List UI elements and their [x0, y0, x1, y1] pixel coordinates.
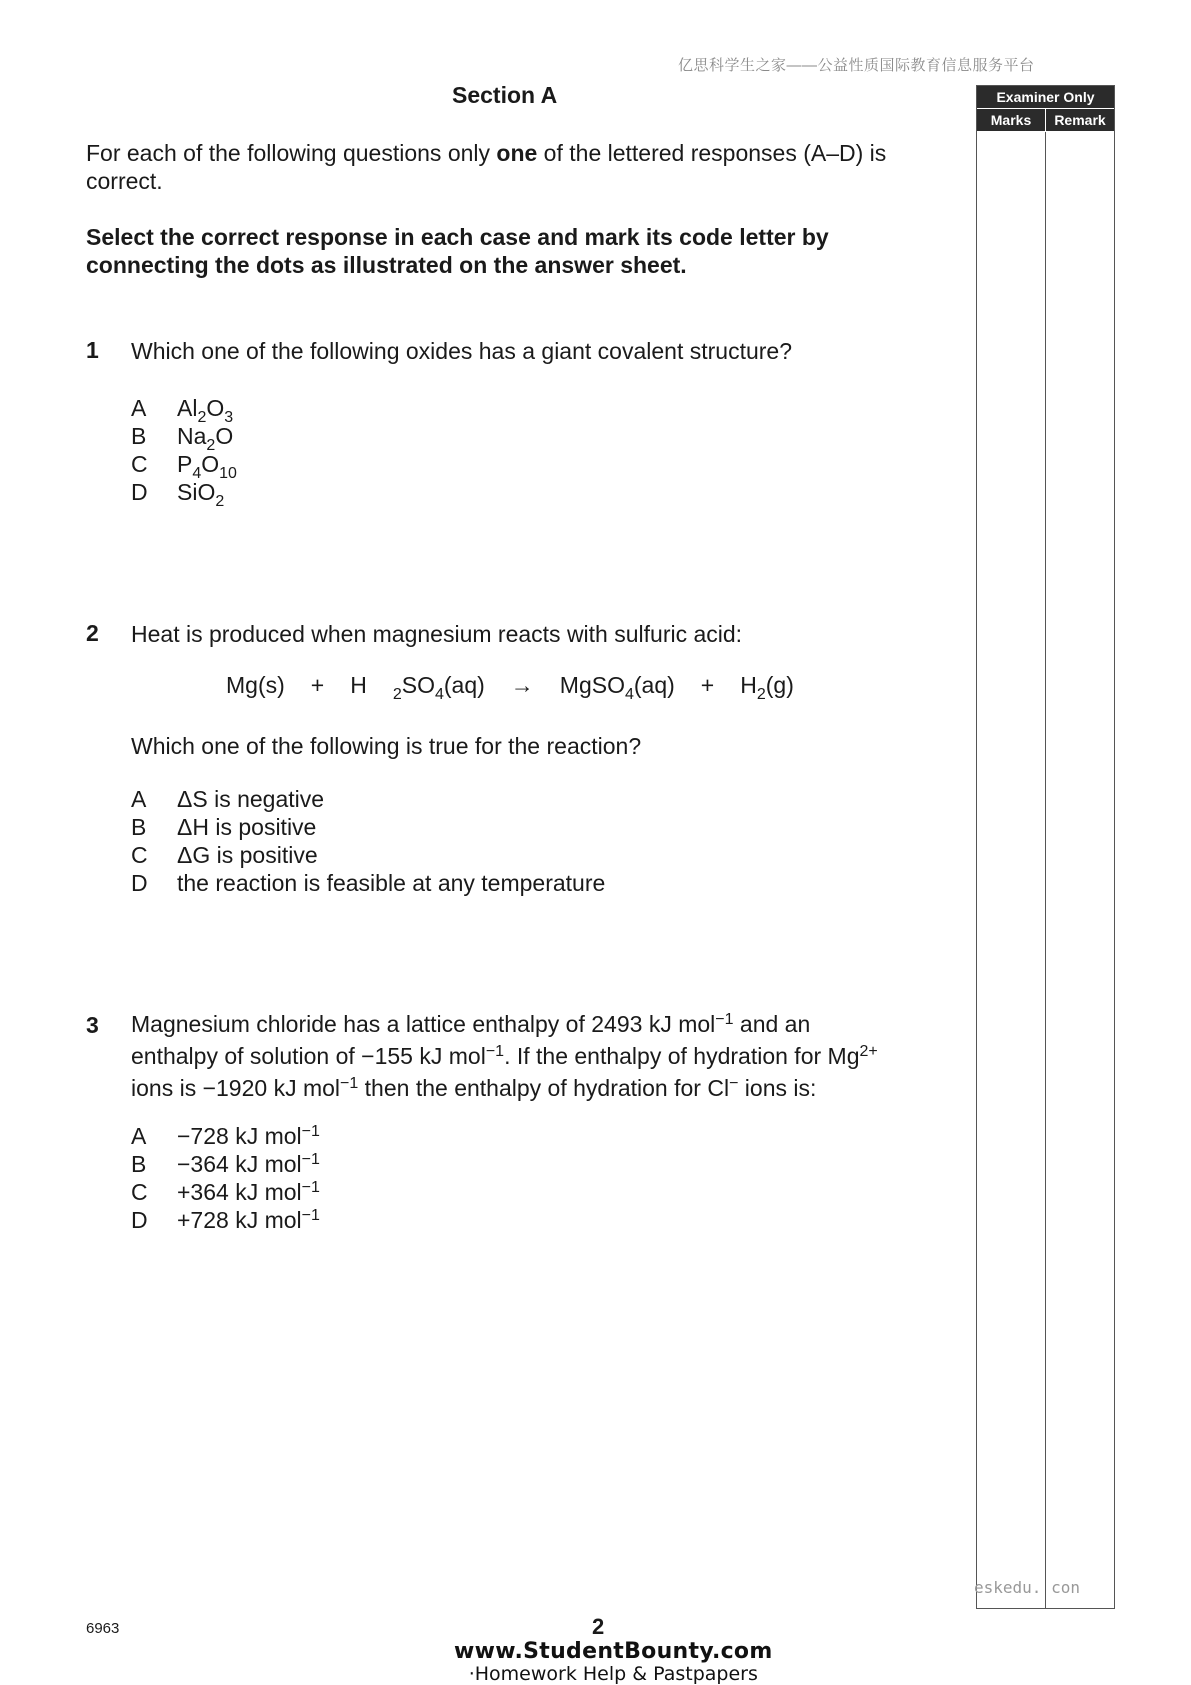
options-q3	[131, 1123, 320, 1235]
option-letter: C	[131, 451, 148, 477]
option	[131, 423, 237, 454]
intro-text	[86, 139, 926, 195]
option	[131, 1123, 320, 1151]
intro-bold: one	[496, 140, 538, 166]
studentbounty-logo	[454, 1640, 773, 1684]
eskedu-watermark: eskedu. con	[974, 1578, 1080, 1597]
chemical-equation	[226, 672, 820, 704]
eq-product-1: MgSO$_4$(aq)	[559, 672, 675, 703]
option	[131, 1151, 320, 1179]
intro-pre: For each of the following questions only	[86, 140, 497, 166]
option-letter: C	[131, 842, 148, 868]
header-watermark: 亿思科学生之家——公益性质国际教育信息服务平台	[678, 57, 1035, 74]
option-letter: B	[131, 1151, 147, 1177]
option-formula: $Al_2O_3$	[177, 395, 234, 426]
option	[131, 451, 237, 482]
options-q1	[131, 395, 237, 510]
option-value: −364 kJ mol$^{-1}$	[177, 1151, 320, 1177]
option	[131, 479, 237, 510]
option	[131, 1179, 320, 1207]
option-text: ΔS is negative	[177, 786, 325, 812]
question-number-3: 3	[86, 1012, 99, 1038]
option	[131, 814, 605, 842]
section-title: Section A	[452, 82, 558, 108]
option-formula: SiO$_2$	[177, 479, 225, 510]
option-value: −728 kJ mol$^{-1}$	[177, 1123, 320, 1149]
option-letter: A	[131, 395, 147, 421]
option	[131, 395, 237, 426]
option-formula: $P_4O_{10}$	[177, 451, 237, 482]
options-q2	[131, 786, 605, 898]
question-text-2: Heat is produced when magnesium reacts with sulfuric acid:	[131, 621, 743, 647]
question-text-3	[131, 1006, 941, 1102]
marks-header: Marks	[977, 109, 1046, 131]
instruction-text: Select the correct response in each case and mark its code letter by connecting the dots as illustrated on the answer sheet.	[86, 224, 829, 278]
eq-plus: +	[700, 672, 715, 698]
paper-code: 6963	[86, 1620, 120, 1637]
eq-reactant-2: H $_2SO_4(aq)$	[350, 672, 485, 703]
option	[131, 842, 605, 870]
option-text: ΔH is positive	[177, 814, 317, 840]
question-subtext-2: Which one of the following is true for the reaction?	[131, 733, 642, 759]
option-text: ΔG is positive	[177, 842, 318, 868]
option-letter: A	[131, 1123, 147, 1149]
intro-post: of the lettered responses (A–D) is correct.	[86, 140, 887, 194]
option-letter: D	[131, 479, 148, 505]
option-formula: $Na_2O$	[177, 423, 234, 454]
logo-line-2: ·Homework Help & Pastpapers	[468, 1663, 758, 1685]
examiner-divider	[1045, 132, 1046, 1608]
eq-product-2: $H_2(g)$	[740, 672, 794, 703]
option-letter: D	[131, 1207, 148, 1233]
option-letter: D	[131, 870, 148, 896]
option-letter: A	[131, 786, 147, 812]
remark-header: Remark	[1054, 112, 1106, 128]
option	[131, 1207, 320, 1235]
examiner-only-title: Examiner Only	[977, 86, 1114, 108]
question-text-1: Which one of the following oxides has a giant covalent structure?	[131, 338, 792, 364]
option-letter: C	[131, 1179, 148, 1205]
page-number: 2	[592, 1614, 605, 1639]
examiner-subheader	[977, 108, 1114, 131]
eq-plus: +	[310, 672, 325, 698]
eq-arrow: →	[510, 672, 534, 698]
option-value: +364 kJ mol$^{-1}$	[177, 1179, 320, 1205]
option-value: +728 kJ mol$^{-1}$	[177, 1207, 320, 1233]
option-text: the reaction is feasible at any temperature	[177, 870, 606, 896]
eq-reactant-1: Mg(s)	[226, 672, 285, 698]
q3-line-2: enthalpy of solution of −155 kJ mol$^{-1}$. If the enthalpy of hydration for $Mg^{2+}$	[131, 1043, 878, 1069]
option-letter: B	[131, 814, 147, 840]
option-letter: B	[131, 423, 147, 449]
q3-line-1: Magnesium chloride has a lattice enthalpy of 2493 kJ mol$^{-1}$ and an	[131, 1011, 811, 1037]
question-number-2: 2	[86, 620, 99, 646]
q3-line-3: ions is −1920 kJ mol$^{-1}$ then the enthalpy of hydration for Cl− ions is:	[131, 1075, 817, 1101]
option	[131, 786, 605, 814]
examiner-only-column	[976, 85, 1115, 1609]
question-number-1: 1	[86, 337, 99, 363]
logo-line-1: www.StudentBounty.com	[454, 1639, 773, 1664]
option	[131, 870, 605, 898]
